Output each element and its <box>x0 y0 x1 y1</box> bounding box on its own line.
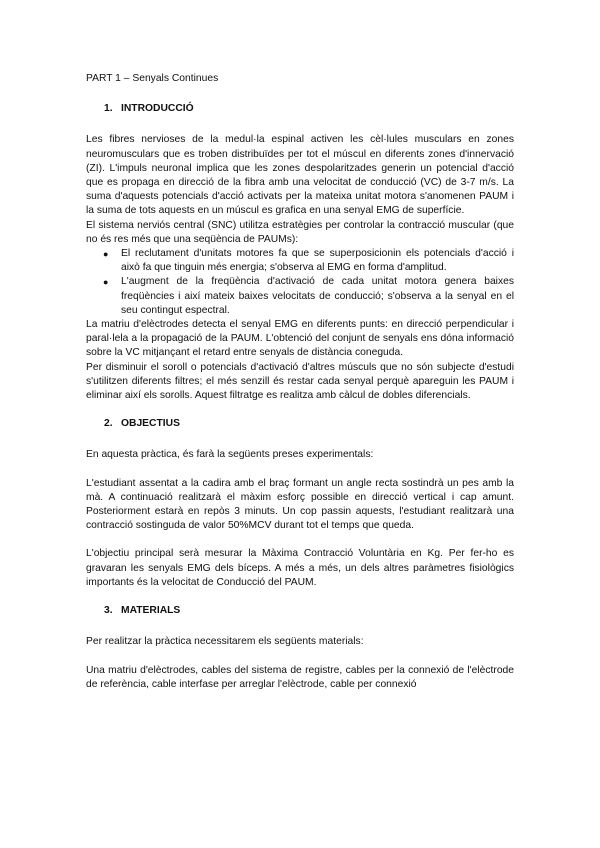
paragraph: L'estudiant assentat a la cadira amb el braç formant un angle recta sostindrà un pes amb la mà. A continuació realitzarà el màxim esforç possible en direcció vertical i cap amunt. Posteriorment estarà en repòs 3 minuts. Un cop passin aquests, l'estudiant realitzarà una contracció sostinguda de valor 50%MCV durant tot el temps que queda. <box>86 477 514 532</box>
section-title: INTRODUCCIÓ <box>121 103 194 115</box>
section-title: OBJECTIUS <box>121 418 180 430</box>
paragraph: Una matriu d'elèctrodes, cables del sistema de registre, cables per la connexió de l'elèctrode de referència, cable interfase per arreglar l'elèctrode, cable per connexió <box>86 664 514 690</box>
section-heading-objectius <box>86 417 514 431</box>
paragraph: Per disminuir el soroll o potencials d'activació d'altres músculs que no són subjecte d'estudi s'utilitzen diferents filtres; el més senzill és restar cada senyal perquè apareguin les PAUM i eliminar així els sorolls. Aquest filtratge es realitza amb càlcul de dobles diferencials. <box>86 361 514 402</box>
paragraph: L'objectiu principal serà mesurar la Màxima Contracció Voluntària en Kg. Per fer-ho es gravaran les senyals EMG dels bíceps. A més a més, un dels altres paràmetres fisiològics importants és la velocitat de Conducció del PAUM. <box>86 548 514 588</box>
bullet-icon: ● <box>103 277 109 288</box>
section-heading-materials <box>86 604 514 618</box>
section-number: 1. <box>104 103 113 115</box>
list-item-text: L'augment de la freqüència d'activació de cada unitat motora genera baixes freqüències i així mateix baixes velocitats de conducció; s'observa a la senyal en el seu contingut espectral. <box>121 276 514 316</box>
bullet-icon: ● <box>103 249 109 260</box>
paragraph: En aquesta pràctica, és farà la següents preses experimentals: <box>86 449 374 461</box>
part-title: PART 1 – Senyals Continues <box>86 73 219 84</box>
paragraph: El sistema nerviós central (SNC) utilitza estratègies per controlar la contracció muscular (que no és res més que una seqüència de PAUMs): <box>86 219 514 245</box>
list-item <box>86 275 514 318</box>
bullet-list <box>86 247 514 318</box>
paragraph: Les fibres nervioses de la medul·la espinal activen les cèl·lules musculars en zones neuromusculars que es troben distribuïdes per tot el múscul en diferents zones d'innervació (ZI). L'impuls neuronal implica que les zones despolaritzades generin un potencial d'acció que es propaga en direcció de la fibra amb una velocitat de conducció (VC) de 3-7 m/s. La suma d'aquests potencials d'acció activats per la mateixa unitat motora s'anomenen PAUM i la suma de tots aquests en un múscul es grafica en una senyal EMG de superfície. <box>86 134 514 217</box>
list-item <box>86 247 514 275</box>
section-heading-introduccio <box>86 102 514 116</box>
section-number: 2. <box>104 418 113 430</box>
section-title: MATERIALS <box>121 605 181 617</box>
section-number: 3. <box>104 605 113 617</box>
paragraph: La matriu d'elèctrodes detecta el senyal EMG en diferents punts: en direcció perpendicular i paral·lela a la propagació de la PAUM. L'obtenció del conjunt de senyals ens dóna informació sobre la VC mitjançant el retard entre senyals de distància coneguda. <box>86 319 514 359</box>
paragraph: Per realitzar la pràctica necessitarem els següents materials: <box>86 636 364 648</box>
list-item-text: El reclutament d'unitats motores fa que se superposicionin els potencials d'acció i això fa que tinguin més energia; s'observa al EMG en forma d'amplitud. <box>121 248 514 274</box>
